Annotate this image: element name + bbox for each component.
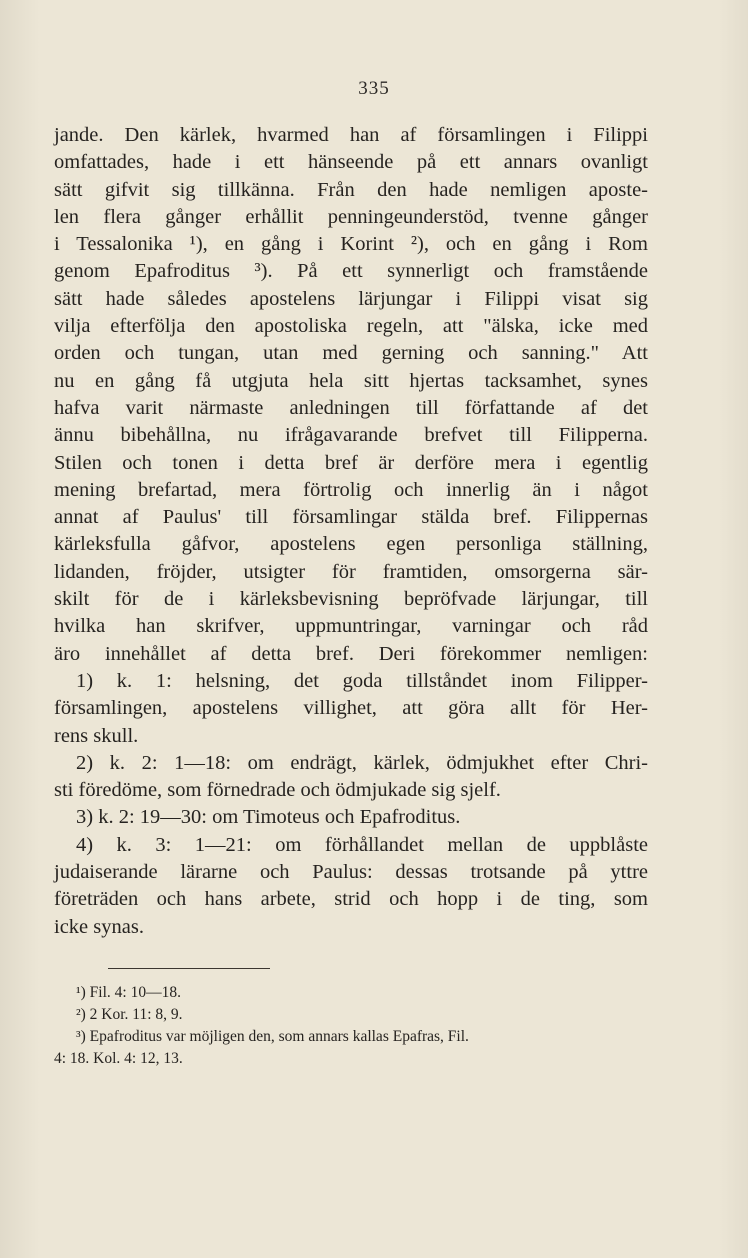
footnote-1: ¹) Fil. 4: 10—18. — [76, 984, 181, 1001]
text-line: annat af Paulus' till församlingar stälda bref. Filippernas — [54, 506, 648, 529]
text-line: omfattades, hade i ett hänseende på ett annars ovanligt — [54, 151, 648, 174]
text-line: kärleksfulla gåfvor, apostelens egen personliga ställning, — [54, 533, 648, 556]
text-line: ännu bibehållna, nu ifrågavarande brefvet till Filipperna. — [54, 424, 648, 447]
text-line: icke synas. — [54, 915, 144, 938]
text-line: församlingen, apostelens villighet, att göra allt för Her- — [54, 697, 648, 720]
text-line: jande. Den kärlek, hvarmed han af församlingen i Filippi — [54, 124, 648, 146]
text-line: lidanden, fröjder, utsigter för framtiden, omsorgerna sär- — [54, 560, 648, 583]
text-line: sti föredöme, som förnedrade och ödmjukade sig sjelf. — [54, 779, 501, 802]
list-item-1-line: 1) k. 1: helsning, det goda tillståndet inom Filipper- — [76, 669, 648, 692]
footnote-divider — [108, 968, 270, 969]
body-text — [54, 122, 648, 941]
text-line: mening brefartad, mera förtrolig och innerlig än i något — [54, 478, 648, 501]
footnotes — [54, 982, 648, 1070]
text-line: hafva varit närmaste anledningen till författande af det — [54, 396, 648, 419]
page-number: 335 — [358, 78, 390, 99]
footnote-2: ²) 2 Kor. 11: 8, 9. — [76, 1006, 183, 1023]
list-item-2-line: 2) k. 2: 1—18: om endrägt, kärlek, ödmjukhet efter Chri- — [76, 751, 648, 774]
list-item-4-line: 4) k. 3: 1—21: om förhållandet mellan de uppblåste — [76, 833, 648, 856]
text-line: nu en gång få utgjuta hela sitt hjertas tacksamhet, synes — [54, 369, 648, 392]
text-line: äro innehållet af detta bref. Deri förekommer nemligen: — [54, 642, 648, 665]
text-line: len flera gånger erhållit penningeunderstöd, tvenne gånger — [54, 205, 648, 228]
text-line: i Tessalonika ¹), en gång i Korint ²), och en gång i Rom — [54, 233, 648, 256]
list-item-3-line: 3) k. 2: 19—30: om Timoteus och Epafroditus. — [76, 806, 461, 829]
text-line: judaiserande lärarne och Paulus: dessas trotsande på yttre — [54, 861, 648, 884]
footnote-3: ³) Epafroditus var möjligen den, som annars kallas Epafras, Fil. — [76, 1028, 469, 1045]
footnote-3-continued: 4: 18. Kol. 4: 12, 13. — [54, 1050, 183, 1067]
text-line: företräden och hans arbete, strid och hopp i de ting, som — [54, 888, 648, 911]
text-line: rens skull. — [54, 724, 139, 747]
text-line: orden och tungan, utan med gerning och sanning." Att — [54, 342, 648, 365]
text-line: sätt gifvit sig tillkänna. Från den hade nemligen aposte- — [54, 178, 648, 201]
text-line: sätt hade således apostelens lärjungar i Filippi visat sig — [54, 287, 648, 310]
text-line: Stilen och tonen i detta bref är derföre mera i egentlig — [54, 451, 648, 474]
text-line: vilja efterfölja den apostoliska regeln, att "älska, icke med — [54, 315, 648, 338]
text-line: hvilka han skrifver, uppmuntringar, varningar och råd — [54, 615, 648, 638]
text-line: skilt för de i kärleksbevisning bepröfvade lärjungar, till — [54, 588, 648, 611]
text-line: genom Epafroditus ³). På ett synnerligt och framstående — [54, 260, 648, 283]
